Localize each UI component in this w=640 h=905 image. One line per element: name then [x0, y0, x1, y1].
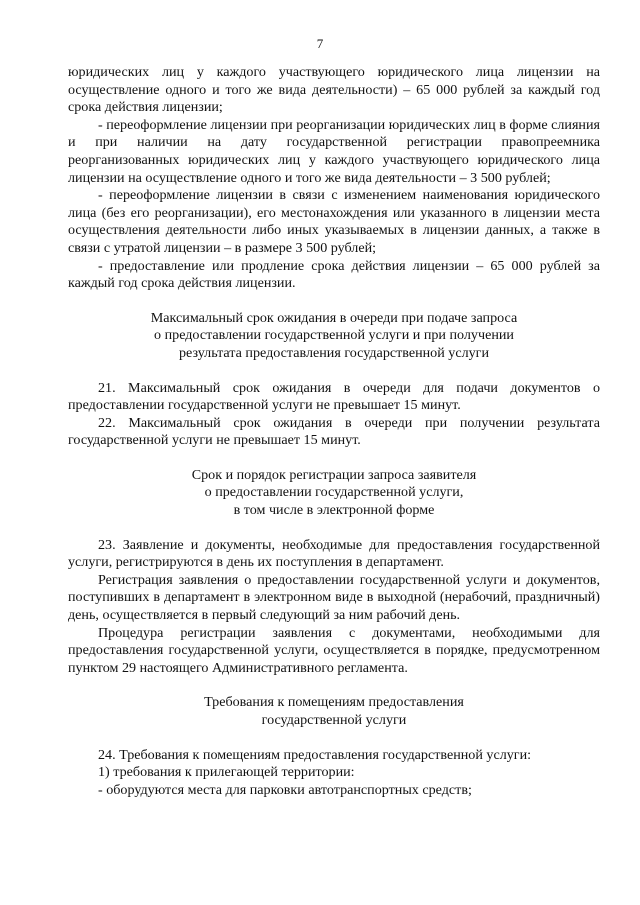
- heading-line: Срок и порядок регистрации запроса заявителя: [191, 466, 477, 483]
- paragraph: 22. Максимальный срок ожидания в очереди при получении результата государственной услуги не превышает 15 минут.: [68, 414, 600, 449]
- paragraph: 1) требования к прилегающей территории:: [98, 764, 355, 781]
- paragraph: 21. Максимальный срок ожидания в очереди для подачи документов о предоставлении государственной услуги не превышает 15 минут.: [68, 379, 600, 414]
- heading-line: о предоставлении государственной услуги,: [204, 484, 464, 501]
- document-body: [68, 64, 600, 799]
- heading-line: Требования к помещениям предоставления: [204, 694, 464, 711]
- paragraph: 23. Заявление и документы, необходимые для предоставления государственной услуги, регистрируются в день их поступления в департамент.: [68, 536, 600, 571]
- paragraph: - оборудуются места для парковки автотранспортных средств;: [98, 781, 472, 798]
- heading-line: Максимальный срок ожидания в очереди при подаче запроса: [150, 309, 518, 326]
- heading-line: о предоставлении государственной услуги и при получении: [154, 327, 514, 344]
- paragraph: 24. Требования к помещениям предоставления государственной услуги:: [98, 746, 532, 763]
- paragraph: - предоставление или продление срока действия лицензии – 65 000 рублей за каждый год срока действия лицензии.: [68, 257, 600, 292]
- section-heading-premises: [68, 694, 600, 729]
- paragraph: - переоформление лицензии при реорганизации юридических лиц в форме слияния и при наличии на дату государственной регистрации правопреемника реорганизованных юридических лиц у каждого участвующего юридического лица лицензии на осуществление одного и того же вида деятельности – 3 500 рублей;: [68, 116, 600, 186]
- paragraph: Процедура регистрации заявления с документами, необходимыми для предоставления государственной услуги, осуществляется в порядке, предусмотренном пунктом 29 настоящего Административного регламента.: [68, 624, 600, 676]
- heading-line: государственной услуги: [261, 712, 407, 728]
- paragraph: юридических лиц у каждого участвующего юридического лица лицензии на осуществление одного и того же вида деятельности) – 65 000 рублей за каждый год срока действия лицензии;: [68, 64, 600, 116]
- heading-line: в том числе в электронной форме: [233, 502, 435, 519]
- section-heading-registration: [68, 467, 600, 520]
- paragraph: - переоформление лицензии в связи с изменением наименования юридического лица (без его реорганизации), его местонахождения или указанного в лицензии места осуществления деятельности либо иных указываемых в лицензии данных, а также в связи с утратой лицензии – в размере 3 500 рублей;: [68, 187, 600, 256]
- section-heading-queue-time: [68, 310, 600, 363]
- heading-line: результата предоставления государственной услуги: [178, 344, 490, 361]
- paragraph: Регистрация заявления о предоставлении государственной услуги и документов, поступивших в департамент в электронном виде в выходной (нерабочий, праздничный) день, осуществляется в первый следующий за ним рабочий день.: [68, 571, 600, 624]
- page-number: 7: [316, 36, 324, 51]
